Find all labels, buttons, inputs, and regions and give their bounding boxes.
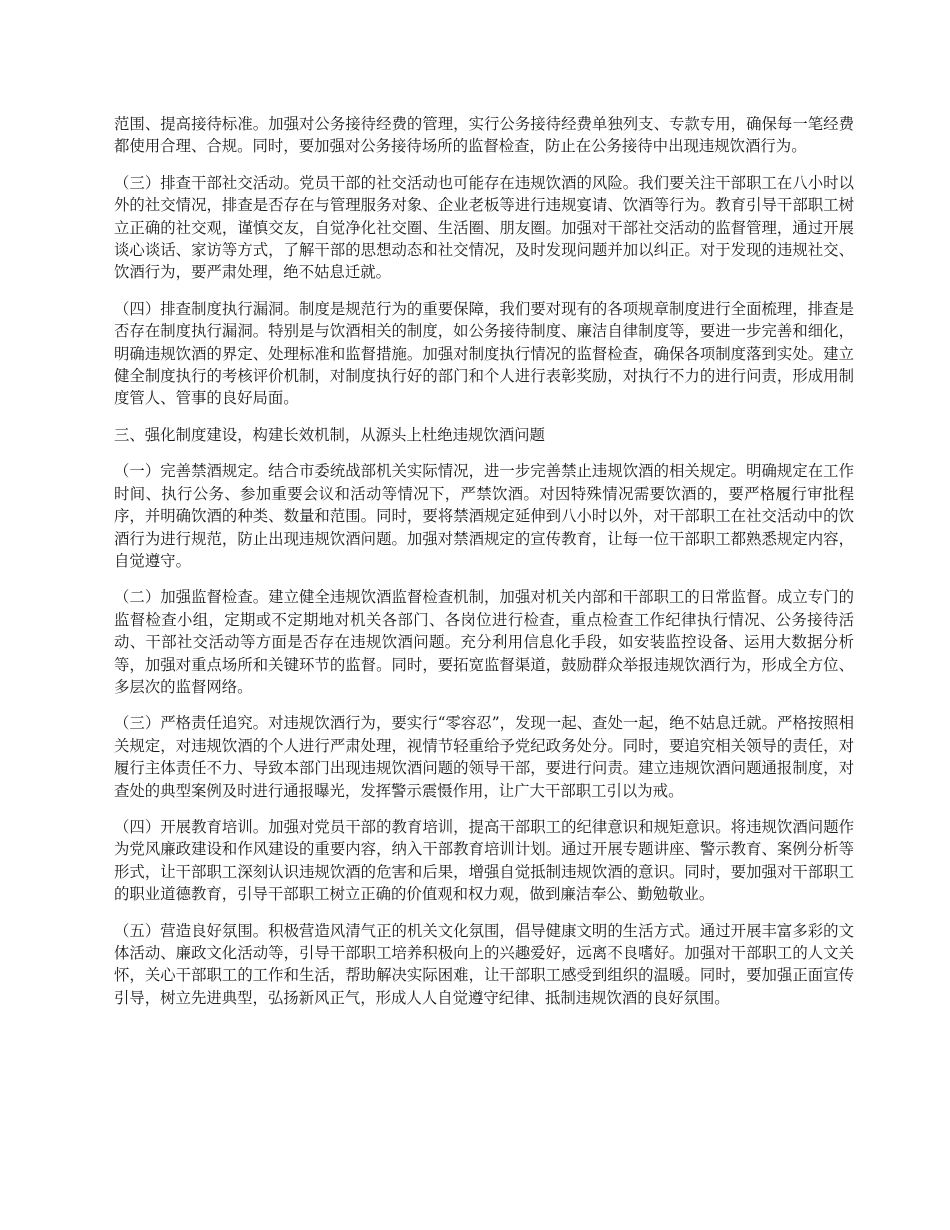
section-heading-three: 三、强化制度建设，构建长效机制，从源头上杜绝违规饮酒问题 [114,425,545,444]
document-body [114,113,854,1023]
paragraph-hospitality-funds: 范围、提高接待标准。加强对公务接待经费的管理，实行公务接待经费单独列支、专款专用，确保每一笔经费都使用合理、合规。同时，要加强对公务接待场所的监督检查，防止在公务接待中出现违规饮酒行为。 [114,115,854,156]
paragraph-accountability: （三）严格责任追究。对违规饮酒行为，要实行“零容忍”，发现一起、查处一起，绝不姑息迁就。严格按照相关规定，对违规饮酒的个人进行严肃处理，视情节轻重给予党纪政务处分。同时，要追究相关领导的责任，对履行主体责任不力、导致本部门出现违规饮酒问题的领导干部，要进行问责。建立违规饮酒问题通报制度，对查处的典型案例及时进行通报曝光，发挥警示震慑作用，让广大干部职工引以为戒。 [114,714,854,800]
paragraph-training: （四）开展教育培训。加强对党员干部的教育培训，提高干部职工的纪律意识和规矩意识。将违规饮酒问题作为党风廉政建设和作风建设的重要内容，纳入干部教育培训计划。通过开展专题讲座、警示教育、案例分析等形式，让干部职工深刻认识违规饮酒的危害和后果，增强自觉抵制违规饮酒的意识。同时，要加强对干部职工的职业道德教育，引导干部职工树立正确的价值观和权力观，做到廉洁奉公、勤勉敬业。 [114,817,854,904]
paragraph-drinking-ban: （一）完善禁酒规定。结合市委统战部机关实际情况，进一步完善禁止违规饮酒的相关规定。明确规定在工作时间、执行公务、参加重要会议和活动等情况下，严禁饮酒。对因特殊情况需要饮酒的，要严格履行审批程序，并明确饮酒的种类、数量和范围。同时，要将禁酒规定延伸到八小时以外，对干部职工在社交活动中的饮酒行为进行规范，防止出现违规饮酒问题。加强对禁酒规定的宣传教育，让每一位干部职工都熟悉规定内容，自觉遵守。 [114,462,854,570]
paragraph-atmosphere: （五）营造良好氛围。积极营造风清气正的机关文化氛围，倡导健康文明的生活方式。通过开展丰富多彩的文体活动、廉政文化活动等，引导干部职工培养积极向上的兴趣爱好，远离不良嗜好。加强对干部职工的人文关怀，关心干部职工的工作和生活，帮助解决实际困难，让干部职工感受到组织的温暖。同时，要加强正面宣传引导，树立先进典型，弘扬新风正气，形成人人自觉遵守纪律、抵制违规饮酒的良好氛围。 [114,921,854,1007]
paragraph-social-activities: （三）排查干部社交活动。党员干部的社交活动也可能存在违规饮酒的风险。我们要关注干部职工在八小时以外的社交情况，排查是否存在与管理服务对象、企业老板等进行违规宴请、饮酒等行为。教育引导干部职工树立正确的社交观，谨慎交友，自觉净化社交圈、生活圈、朋友圈。加强对干部社交活动的监督管理，通过开展谈心谈话、家访等方式，了解干部的思想动态和社交情况，及时发现问题并加以纠正。对于发现的违规社交、饮酒行为，要严肃处理，绝不姑息迁就。 [114,173,854,282]
paragraph-system-loopholes: （四）排查制度执行漏洞。制度是规范行为的重要保障，我们要对现有的各项规章制度进行全面梳理，排查是否存在制度执行漏洞。特别是与饮酒相关的制度，如公务接待制度、廉洁自律制度等，要进一步完善和细化，明确违规饮酒的界定、处理标准和监督措施。加强对制度执行情况的监督检查，确保各项制度落到实处。建立健全制度执行的考核评价机制，对制度执行好的部门和个人进行表彰奖励，对执行不力的进行问责，形成用制度管人、管事的良好局面。 [114,299,854,408]
paragraph-supervision: （二）加强监督检查。建立健全违规饮酒监督检查机制，加强对机关内部和干部职工的日常监督。成立专门的监督检查小组，定期或不定期地对机关各部门、各岗位进行检查，重点检查工作纪律执行情况、公务接待活动、干部社交活动等方面是否存在违规饮酒问题。充分利用信息化手段，如安装监控设备、运用大数据分析等，加强对重点场所和关键环节的监督。同时，要拓宽监督渠道，鼓励群众举报违规饮酒行为，形成全方位、多层次的监督网络。 [114,588,854,696]
